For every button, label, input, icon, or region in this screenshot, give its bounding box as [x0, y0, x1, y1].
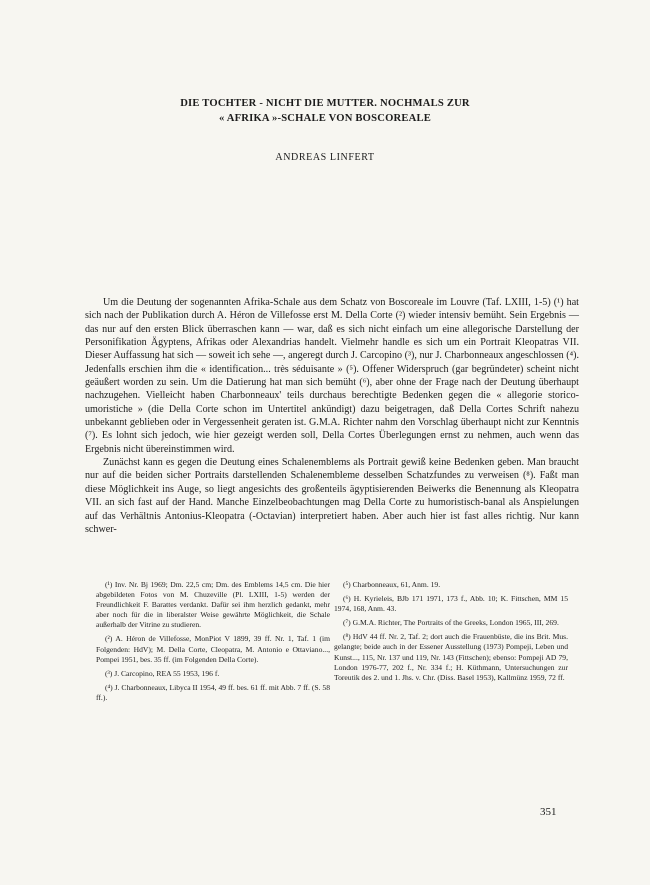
body-text	[85, 296, 579, 536]
footnote: (⁴) J. Charbonneaux, Libyca II 1954, 49 ff. bes. 61 ff. mit Abb. 7 ff. (S. 58 ff.).	[96, 682, 330, 702]
footnote: (⁶) H. Kyrieleis, BJb 171 1971, 173 f., Abb. 10; K. Fittschen, MM 15 1974, 168, Anm. 43.	[334, 594, 568, 614]
footnote: (¹) Inv. Nr. Bj 1969; Dm. 22,5 cm; Dm. des Emblems 14,5 cm. Die hier abgebildeten Fotos von M. Chuzeville (Pl. LXIII, 1-5) werden der Freundlichkeit F. Barattes verdankt. Dafür sei ihm herzlich gedankt, mehr aber noch für die in liberalster Weise gewährte Möglichkeit, die Schale außerhalb der Vitrine zu studieren.	[96, 580, 330, 630]
footnote: (⁵) Charbonneaux, 61, Anm. 19.	[343, 580, 441, 589]
page-number: 351	[540, 806, 557, 818]
footnote: (³) J. Carcopino, REA 55 1953, 196 f.	[105, 668, 220, 678]
article-title	[60, 96, 590, 126]
paragraph: Zunächst kann es gegen die Deutung eines Schalenemblems als Portrait gewiß keine Bedenken geben. Man braucht nur auf die beiden sicher Portraits darstellenden Schalenembleme desselben Schatzfundes zu verweisen (⁸). Faßt man diese Möglichkeit ins Auge, so liegt angesichts des großenteils ägyptisierenden Beiwerks die Benennung als Kleopatra VII. an sich fast auf der Hand. Manche Einzelbeobachtungen mag Della Corte zu humoristisch-banal als Anspielungen auf das Verhältnis Antonius-Kleopatra (-Octavian) interpretiert haben. Aber auch hier ist fast alles richtig. Nur kann schwer-	[85, 457, 579, 535]
paragraph: Um die Deutung der sogenannten Afrika-Schale aus dem Schatz von Boscoreale im Louvre (Taf. LXIII, 1-5) (¹) hat sich nach der Publikation durch A. Héron de Villefosse erst M. Della Corte (²) wieder intensiv bemüht. Sein Ergebnis — das nur auf den ersten Blick überraschen kann — war, daß es sich nicht einfach um eine allegorische Darstellung der Personifikation Ägyptens, Afrikas oder Alexandrias handelt. Vielmehr handle es sich um ein Portrait Kleopatras VII. Dieser Auffassung hat sich — soweit ich sehe —, angeregt durch J. Carcopino (³), nur J. Charbonneaux angeschlossen (⁴). Jedenfalls erschien ihm die « identification... très séduisante » (⁵). Offener Widerspruch (gar begründeter) scheint nicht geäußert worden zu sein. Um die Datierung hat man sich bemüht (⁶), aber ohne der Frage nach der Deutung überhaupt nachzugehen. Vielleicht haben Charbonneaux' teils durchaus berechtigte Bedenken gegen die « allegorie storico-umoristiche » (die Della Corte schon im Untertitel ankündigt) dazu beigetragen, daß Della Cortes Schrift nahezu unbekannt geblieben oder in Vergessenheit geraten ist. G.M.A. Richter nahm den Vorschlag überhaupt nicht zur Kenntnis (⁷). Es lohnt sich jedoch, wie hier gezeigt werden soll, Della Cortes Überlegungen ernst zu nehmen, auch wenn das Ergebnis nicht übereinstimmen wird.	[85, 297, 579, 455]
footnote: (⁷) G.M.A. Richter, The Portraits of the Greeks, London 1965, III, 269.	[343, 618, 559, 628]
footnote: (²) A. Héron de Villefosse, MonPiot V 1899, 39 ff. Nr. 1, Taf. 1 (im Folgenden: HdV); M. Della Corte, Cleopatra, M. Antonio e Ottaviano..., Pompei 1951, bes. 35 ff. (im Folgenden Della Corte).	[96, 634, 330, 664]
footnotes-right-column	[334, 580, 568, 687]
author-name: ANDREAS LINFERT	[275, 152, 375, 163]
title-line-2: « AFRIKA »-SCHALE VON BOSCOREALE	[218, 113, 432, 124]
footnotes-left-column	[96, 580, 330, 707]
title-line-1: DIE TOCHTER - NICHT DIE MUTTER. NOCHMALS ZUR	[180, 98, 470, 109]
footnote: (⁸) HdV 44 ff. Nr. 2, Taf. 2; dort auch die Frauenbüste, die ins Brit. Mus. gelangte; beide auch in der Essener Ausstellung (1973) Pompeji, Leben und Kunst..., 115, Nr. 137 und 119, Nr. 143 (Fittschen); ebenso: Pompeji AD 79, London 1976-77, 202 f., Nr. 334 f.; H. Küthmann, Untersuchungen zur Toreutik des 2. und 1. Jhs. v. Chr. (Diss. Basel 1953), Kallmünz 1959, 72 ff.	[334, 632, 568, 682]
